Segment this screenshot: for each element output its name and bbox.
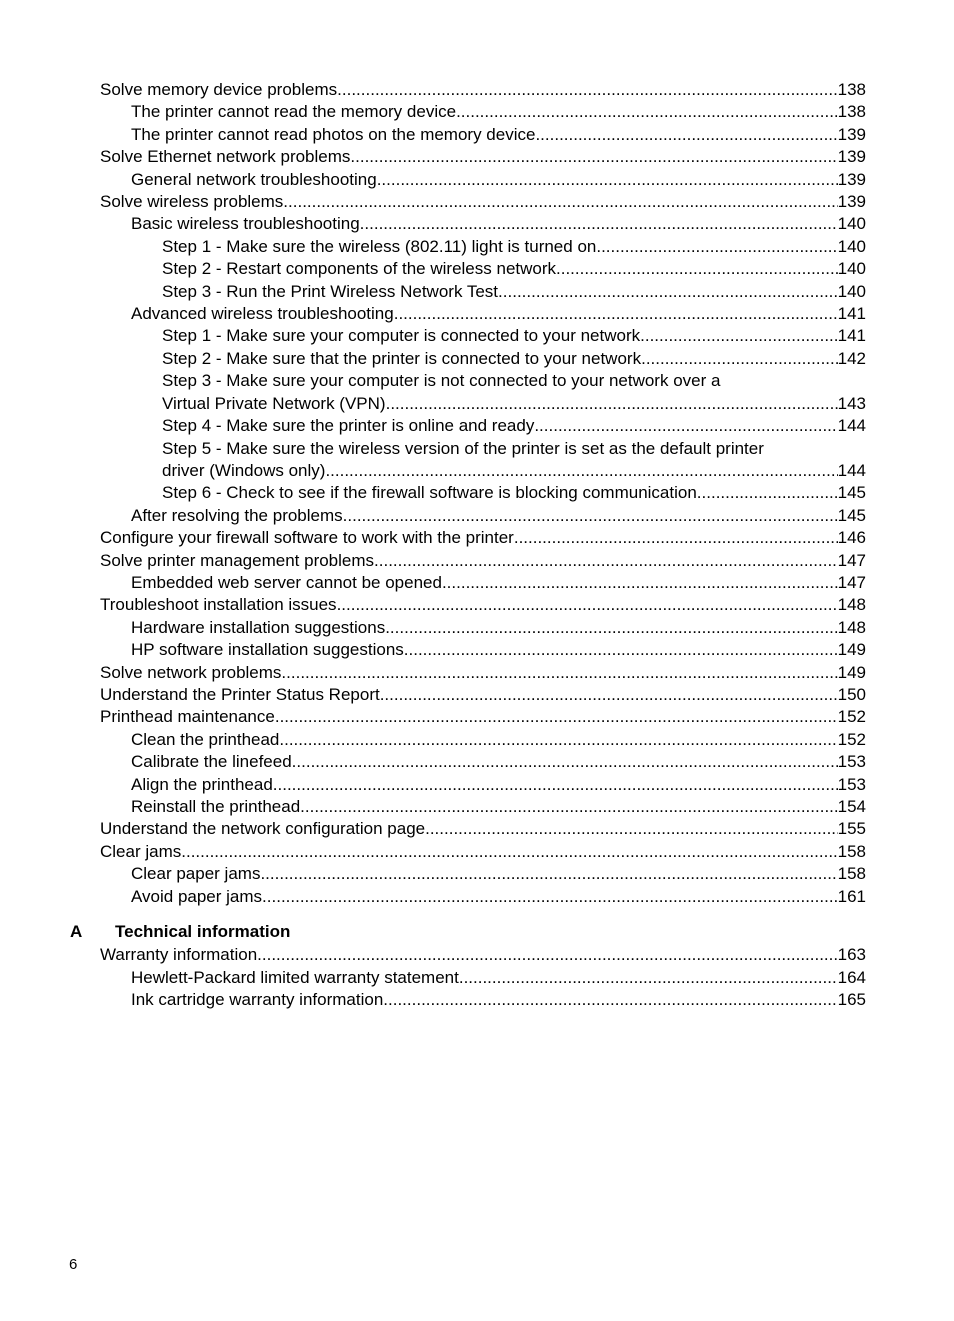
toc-entry[interactable]: [0, 236, 866, 258]
toc-entry[interactable]: [0, 101, 866, 123]
toc-entry-title: Troubleshoot installation issues: [100, 595, 337, 615]
toc-dot-leader: [535, 124, 837, 146]
toc-entry-page: 138: [837, 80, 866, 99]
toc-entry-title: Step 1 - Make sure the wireless (802.11) light is turned on: [162, 236, 597, 256]
toc-entry[interactable]: [0, 325, 866, 347]
toc-entry[interactable]: [0, 967, 866, 989]
toc-entry[interactable]: [0, 863, 866, 885]
toc-entry[interactable]: [0, 258, 866, 280]
toc-dot-leader: [325, 460, 837, 482]
toc-entry-title: Solve printer management problems: [100, 550, 375, 570]
toc-entry-title: Align the printhead: [131, 774, 273, 794]
toc-entry-page: 139: [837, 124, 866, 144]
toc-entry-title: Ink cartridge warranty information: [131, 990, 384, 1010]
toc-entry[interactable]: [0, 124, 866, 146]
toc-entry-title: Calibrate the linefeed: [131, 752, 292, 772]
toc-entry[interactable]: [0, 594, 866, 616]
toc-entry-page: 161: [837, 886, 866, 906]
toc-entry[interactable]: [0, 729, 866, 751]
toc-entry-page: 165: [837, 990, 866, 1010]
toc-entry-title: Avoid paper jams: [131, 886, 263, 906]
toc-dot-leader: [697, 482, 838, 504]
toc-entry-title: Warranty information: [100, 945, 258, 965]
toc-entry[interactable]: [0, 841, 866, 863]
toc-entry-page: 145: [837, 505, 866, 525]
toc-entry-title: Solve Ethernet network problems: [100, 147, 351, 167]
toc-entry[interactable]: [0, 944, 866, 966]
toc-entry-title: Clean the printhead: [131, 729, 280, 749]
toc-entry[interactable]: [0, 796, 866, 818]
toc-entry[interactable]: [0, 886, 866, 908]
toc-entry-page: 140: [837, 236, 866, 256]
toc-entry-page: 153: [837, 774, 866, 794]
toc-entry-page: 142: [837, 348, 866, 368]
toc-entry[interactable]: [0, 415, 866, 437]
toc-entry-page: 145: [837, 483, 866, 503]
toc-entry-title: Printhead maintenance: [100, 707, 275, 727]
toc-entry-wrapped-line: Step 5 - Make sure the wireless version of the printer is set as the default printer: [162, 438, 764, 458]
toc-dot-leader: [275, 706, 838, 728]
toc-dot-leader: [640, 325, 838, 347]
toc-entry[interactable]: [0, 706, 866, 728]
toc-entry-page: 147: [837, 572, 866, 592]
toc-entry-page: 152: [837, 729, 866, 749]
toc-dot-leader: [374, 550, 838, 572]
toc-dot-leader: [596, 236, 837, 258]
toc-entry-title: HP software installation suggestions: [131, 640, 404, 660]
toc-entry-title: Solve memory device problems: [100, 80, 338, 99]
toc-entry-page: 139: [837, 147, 866, 167]
appendix-entry-list: [0, 944, 954, 1011]
toc-entry-page: 144: [837, 460, 866, 480]
toc-entry[interactable]: [0, 79, 866, 101]
toc-entry[interactable]: [0, 572, 866, 594]
toc-entry[interactable]: [0, 751, 866, 773]
toc-dot-leader: [456, 101, 838, 123]
toc-entry-title: Configure your firewall software to work with the printer: [100, 528, 514, 548]
toc-entry-page: 155: [837, 819, 866, 839]
appendix-title: Technical information: [115, 922, 291, 942]
toc-entry-title: Step 4 - Make sure the printer is online and ready: [162, 416, 535, 436]
toc-dot-leader: [641, 348, 838, 370]
toc-dot-leader: [300, 796, 837, 818]
toc-entry-page: 143: [837, 393, 866, 413]
toc-entry-title: Clear paper jams: [131, 864, 261, 884]
toc-entry-title: Understand the Printer Status Report: [100, 684, 380, 704]
toc-entry-title: Advanced wireless troubleshooting: [131, 304, 394, 324]
toc-entry[interactable]: [0, 662, 866, 684]
toc-entry[interactable]: [0, 281, 866, 303]
toc-entry-page: 139: [837, 169, 866, 189]
toc-dot-leader: [350, 146, 837, 168]
toc-entry-title: Step 6 - Check to see if the firewall software is blocking communication: [162, 483, 697, 503]
toc-entry[interactable]: [0, 348, 866, 370]
toc-entry-page: 148: [837, 617, 866, 637]
toc-entry-title: Step 3 - Run the Print Wireless Network Test: [162, 281, 499, 301]
toc-entry-page: 138: [837, 102, 866, 122]
toc-entry-title: Virtual Private Network (VPN): [162, 393, 386, 413]
toc-entry[interactable]: [0, 617, 866, 639]
toc-entry-page: 140: [837, 259, 866, 279]
toc-entry[interactable]: [0, 146, 866, 168]
toc-entry-page: 144: [837, 416, 866, 436]
toc-dot-leader: [514, 527, 838, 549]
toc-entry[interactable]: [0, 482, 866, 504]
toc-entry[interactable]: [0, 505, 866, 527]
toc-entry-page: 140: [837, 214, 866, 234]
toc-entry[interactable]: [0, 684, 866, 706]
toc-entry[interactable]: [0, 774, 866, 796]
toc-entry-page: 140: [837, 281, 866, 301]
toc-entry-page: 139: [837, 192, 866, 212]
toc-entry-title: Solve wireless problems: [100, 192, 284, 212]
toc-dot-leader: [181, 841, 837, 863]
toc-entry[interactable]: [0, 393, 866, 415]
toc-dot-leader: [273, 774, 838, 796]
toc-dot-leader: [281, 662, 837, 684]
toc-entry[interactable]: [0, 550, 866, 572]
toc-dot-leader: [262, 886, 838, 908]
toc-entry-title: Embedded web server cannot be opened: [131, 572, 442, 592]
toc-entry-page: 158: [837, 841, 866, 861]
toc-entry-page: 149: [837, 640, 866, 660]
toc-dot-leader: [360, 213, 838, 235]
toc-entry[interactable]: [0, 818, 866, 840]
toc-entry-title: Basic wireless troubleshooting: [131, 214, 360, 234]
appendix-letter: A: [70, 922, 83, 942]
toc-dot-leader: [383, 989, 837, 1011]
toc-entry-page: 148: [837, 595, 866, 615]
toc-dot-leader: [459, 967, 838, 989]
toc-entry[interactable]: [0, 213, 866, 235]
toc-dot-leader: [377, 169, 838, 191]
toc-entry-title: The printer cannot read photos on the memory device: [131, 124, 536, 144]
toc-dot-leader: [386, 393, 838, 415]
toc-entry-title: driver (Windows only): [162, 460, 326, 480]
toc-dot-leader: [534, 415, 837, 437]
toc-dot-leader: [380, 684, 838, 706]
table-of-contents: [0, 79, 954, 1012]
toc-dot-leader: [343, 505, 838, 527]
toc-entry[interactable]: [0, 191, 866, 213]
toc-dot-leader: [425, 818, 838, 840]
toc-entry[interactable]: [0, 639, 866, 661]
toc-entry-title: Step 1 - Make sure your computer is connected to your network: [162, 326, 641, 346]
toc-dot-leader: [394, 303, 838, 325]
toc-entry-title: Understand the network configuration page: [100, 819, 426, 839]
toc-entry-title: Solve network problems: [100, 662, 282, 682]
toc-dot-leader: [404, 639, 838, 661]
toc-entry-title: General network troubleshooting: [131, 169, 377, 189]
toc-entry-wrapped-line: Step 3 - Make sure your computer is not connected to your network over a: [162, 371, 721, 391]
toc-entry-page: 150: [837, 684, 866, 704]
appendix-heading: [0, 921, 954, 943]
toc-entry[interactable]: [0, 989, 866, 1011]
toc-dot-leader: [257, 944, 837, 966]
toc-entry-title: Hardware installation suggestions: [131, 617, 386, 637]
toc-entry-title: Reinstall the printhead: [131, 797, 301, 816]
toc-entry-page: 141: [837, 304, 866, 324]
toc-entry[interactable]: [0, 527, 866, 549]
toc-dot-leader: [442, 572, 838, 594]
toc-entry-title: Hewlett-Packard limited warranty statement: [131, 967, 459, 987]
toc-entry-page: 164: [837, 967, 866, 987]
toc-entry-title: After resolving the problems: [131, 505, 343, 525]
toc-entry-title: Step 2 - Restart components of the wireless network: [162, 259, 557, 279]
toc-dot-leader: [498, 281, 838, 303]
toc-dot-leader: [337, 79, 837, 101]
toc-main-list: [0, 79, 954, 908]
toc-entry-page: 153: [837, 752, 866, 772]
toc-entry-page: 158: [837, 864, 866, 884]
toc-entry[interactable]: [0, 303, 866, 325]
toc-dot-leader: [556, 258, 838, 280]
toc-dot-leader: [292, 751, 838, 773]
toc-dot-leader: [337, 594, 838, 616]
toc-dot-leader: [283, 191, 837, 213]
toc-entry-page: 141: [837, 326, 866, 346]
toc-entry[interactable]: [0, 169, 866, 191]
toc-entry-page: 147: [837, 550, 866, 570]
toc-dot-leader: [279, 729, 837, 751]
toc-entry-page: 154: [837, 797, 866, 816]
toc-entry-title: Step 2 - Make sure that the printer is connected to your network: [162, 348, 642, 368]
toc-dot-leader: [260, 863, 837, 885]
toc-entry-page: 152: [837, 707, 866, 727]
toc-entry[interactable]: [0, 460, 866, 482]
toc-entry-page: 163: [837, 945, 866, 965]
toc-entry-title: Clear jams: [100, 841, 182, 861]
page-number: 6: [69, 1256, 78, 1273]
toc-dot-leader: [385, 617, 837, 639]
toc-entry-page: 149: [837, 662, 866, 682]
toc-entry-title: The printer cannot read the memory device: [131, 102, 457, 122]
toc-entry-page: 146: [837, 528, 866, 548]
